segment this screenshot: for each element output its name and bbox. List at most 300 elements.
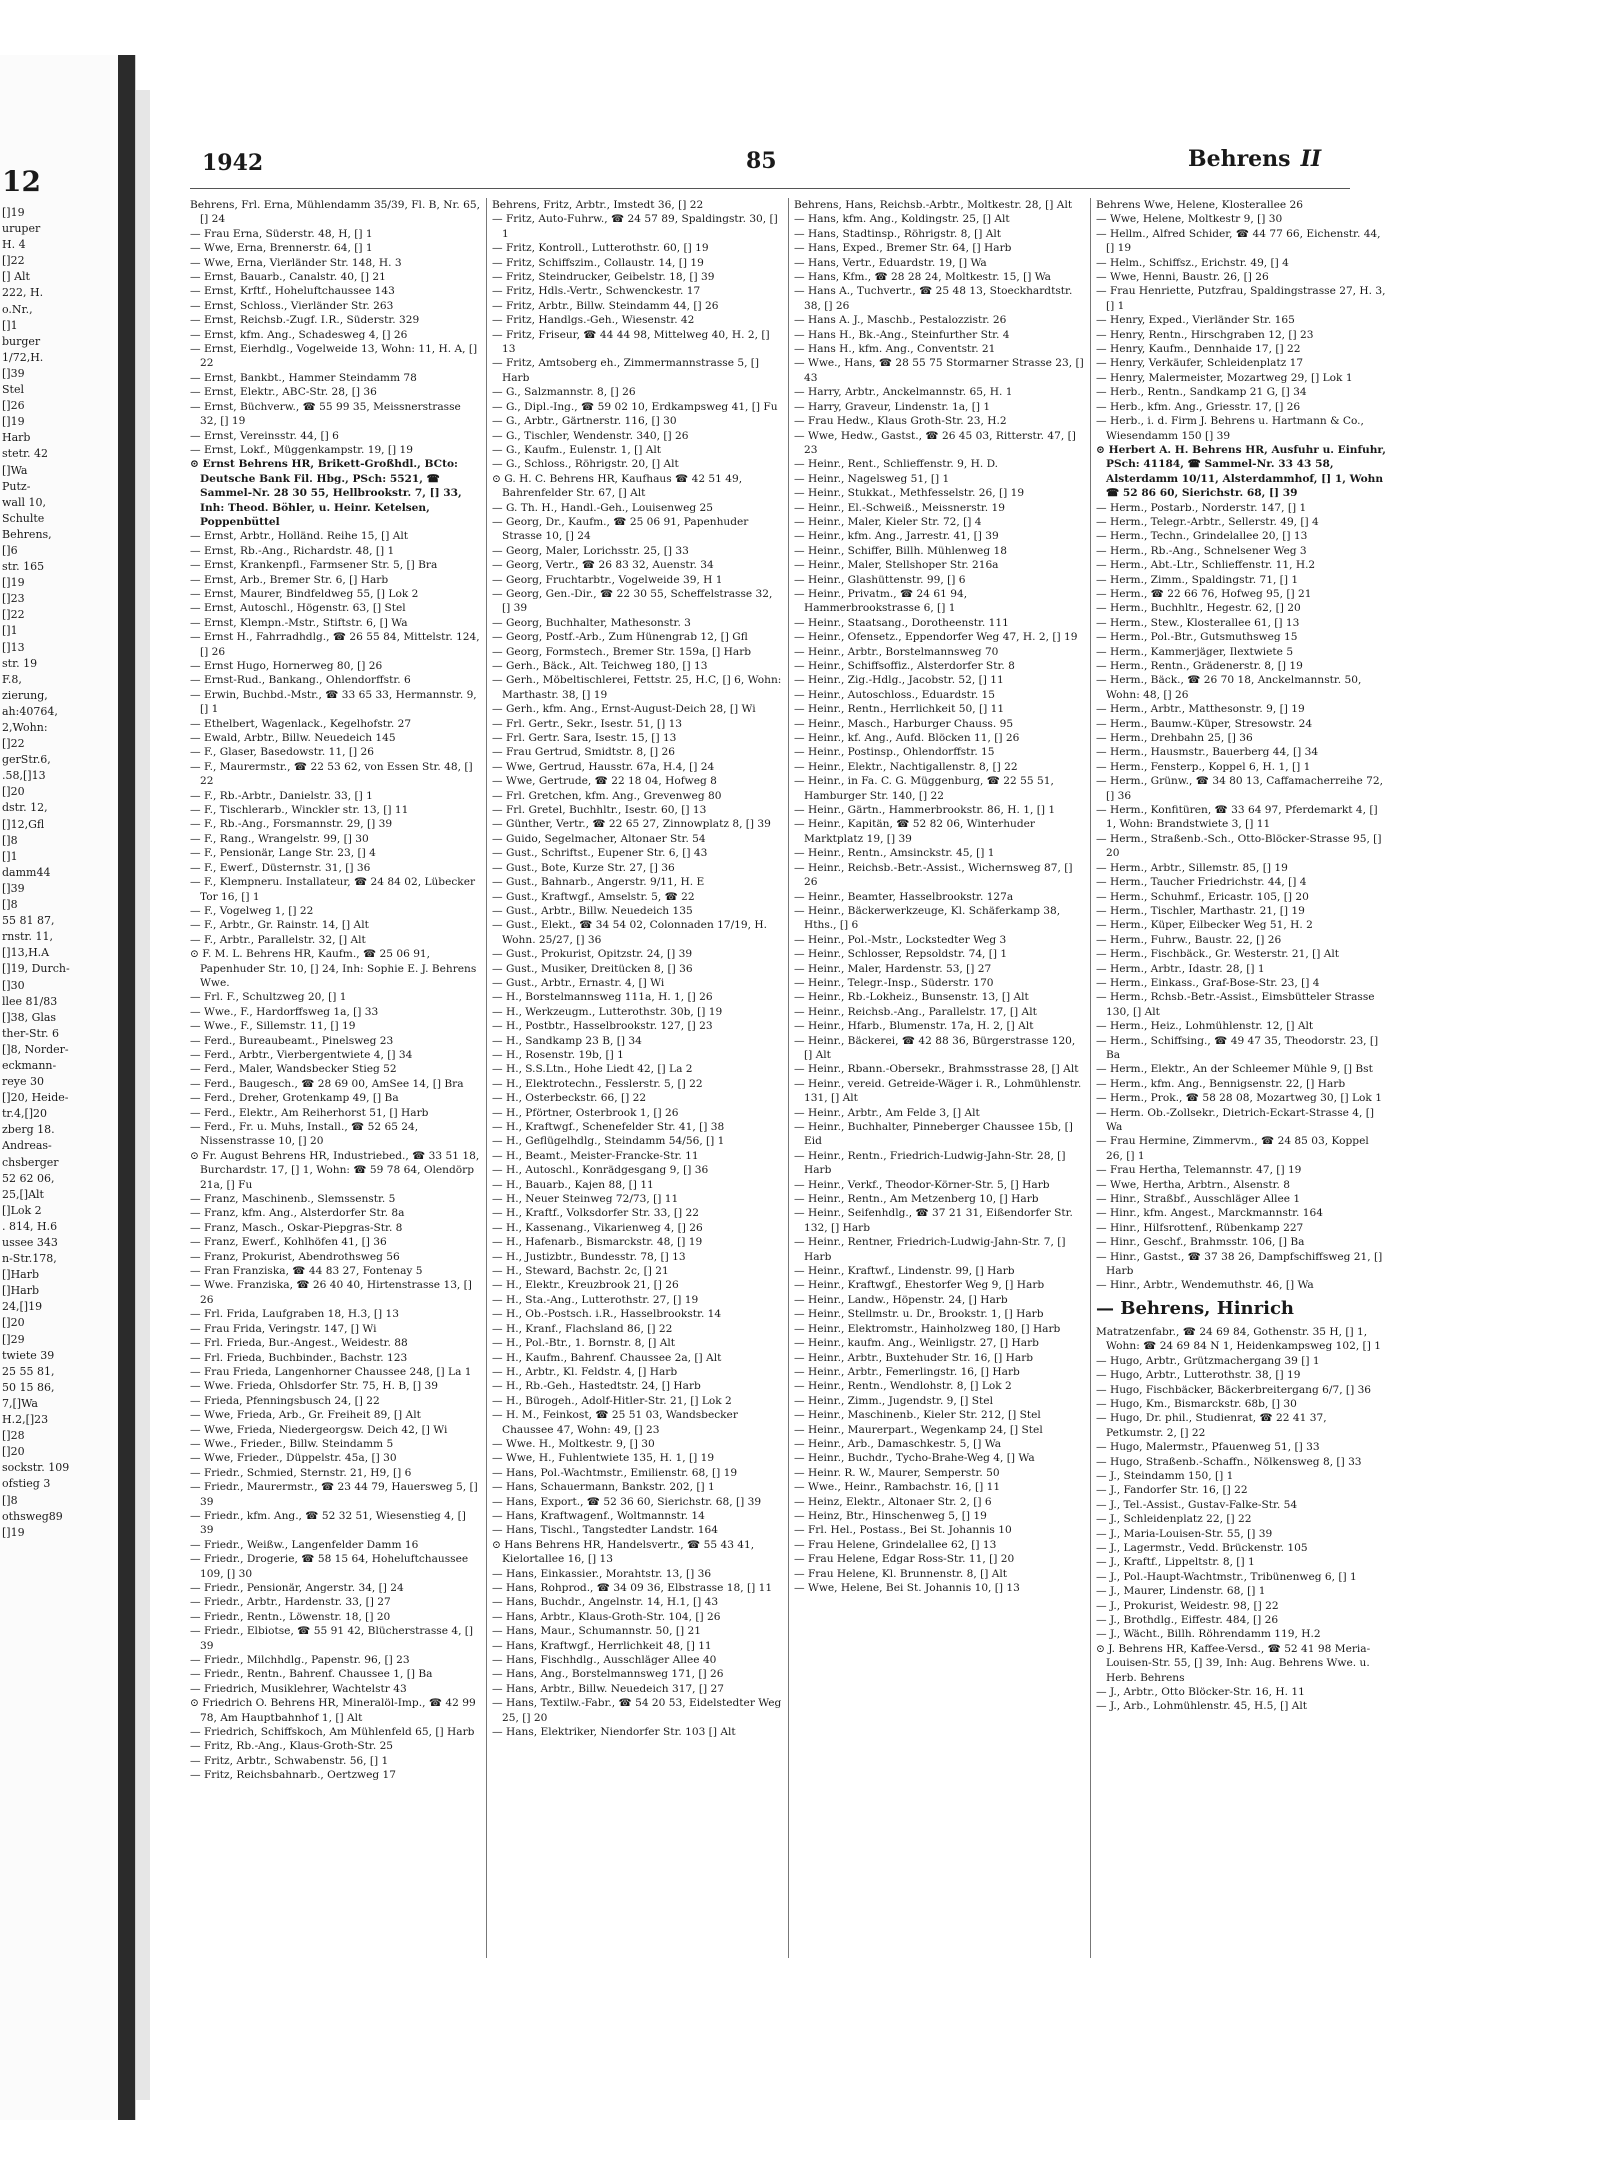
directory-entry: — Herm., Fensterp., Koppel 6, H. 1, [] 1 [1096, 760, 1311, 773]
directory-entry: — F., Vogelweg 1, [] 22 [190, 904, 314, 917]
directory-entry: — Heinr., Kraftwgf., Ehestorfer Weg 9, [] Harb [794, 1279, 1045, 1292]
directory-entry: — Ernst, Krftf., Hoheluftchaussee 143 [190, 285, 395, 298]
directory-entry: — Herm., Baumw.-Küper, Stresowstr. 24 [1096, 717, 1313, 730]
directory-entry: — J., Lagermstr., Vedd. Brückenstr. 105 [1096, 1541, 1308, 1554]
directory-entry: — Heinr., Masch., Harburger Chauss. 95 [794, 717, 1014, 730]
directory-entry: — Heinr., Seifenhdlg., ☎ 37 21 31, Eißendorfer Str. 132, [] Harb [794, 1207, 1073, 1234]
directory-entry: — Heinr., Maler, Kieler Str. 72, [] 4 [794, 515, 982, 528]
directory-entry: — Hans, Tischl., Tangstedter Landstr. 164 [492, 1524, 719, 1537]
directory-entry: — Frl. Gertr., Sekr., Isestr. 51, [] 13 [492, 717, 683, 730]
directory-entry: — Heinr., Rent., Schlieffenstr. 9, H. D. [794, 458, 999, 471]
directory-entry: — Heinr., El.-Schweiß., Meissnerstr. 19 [794, 501, 1006, 514]
running-head-volume: II [1300, 146, 1322, 172]
directory-entry: — Heinr., Autoschloss., Eduardstr. 15 [794, 688, 996, 701]
previous-page-line: 25,[]Alt [2, 1187, 44, 1201]
previous-page-line: chsberger [2, 1155, 59, 1169]
previous-page-line: 24,[]19 [2, 1300, 43, 1314]
directory-entry: — Ferd., Dreher, Grotenkamp 49, [] Ba [190, 1092, 399, 1105]
previous-page-line: []6 [2, 543, 18, 557]
directory-entry: — H., Kassenang., Vikarienweg 4, [] 26 [492, 1221, 703, 1234]
previous-page-line: []Harb [2, 1284, 40, 1298]
previous-page-line: . 814, H.6 [2, 1219, 58, 1233]
column-divider [486, 198, 487, 1958]
directory-entry: — Hans, kfm. Ang., Koldingstr. 25, [] Alt [794, 213, 1010, 226]
directory-entry: — Guido, Segelmacher, Altonaer Str. 54 [492, 832, 706, 845]
directory-entry: — H., Kraftwgf., Schenefelder Str. 41, [] 38 [492, 1121, 725, 1133]
directory-entry: — Hinr., Hilfsrottenf., Rübenkamp 227 [1096, 1221, 1304, 1234]
directory-column-2 [492, 198, 782, 1958]
directory-entry: — Hans, Arbtr., Klaus-Groth-Str. 104, [] 26 [492, 1610, 721, 1623]
previous-page-line: eckmann- [2, 1058, 57, 1072]
directory-entry: — Gust., Musiker, Dreitücken 8, [] 36 [492, 962, 693, 975]
directory-entry: — Frau Henriette, Putzfrau, Spaldingstrasse 27, H. 3, [] 1 [1096, 285, 1386, 312]
directory-entry: — Friedr., Rentn., Löwenstr. 18, [] 20 [190, 1610, 391, 1623]
directory-entry: — H., Rb.-Geh., Hastedtstr. 24, [] Harb [492, 1380, 701, 1393]
directory-entry: — Heinr., Rb.-Lokheiz., Bunsenstr. 13, [] Alt [794, 991, 1029, 1004]
directory-entry: — Henry, Exped., Vierländer Str. 165 [1096, 314, 1295, 327]
directory-entry: — Ethelbert, Wagenlack., Kegelhofstr. 27 [190, 717, 412, 730]
directory-entry: — H., Ob.-Postsch. i.R., Hasselbrookstr. 14 [492, 1308, 722, 1321]
directory-entry: — Frau Helene, Edgar Ross-Str. 11, [] 20 [794, 1553, 1015, 1566]
previous-page-line: []39 [2, 881, 25, 895]
directory-entry: — Herm., Fischbäck., Gr. Westerstr. 21, [] Alt [1096, 948, 1340, 961]
directory-entry: — Ernst, Büchverw., ☎ 55 99 35, Meissnerstrasse 32, [] 19 [190, 400, 461, 428]
directory-entry: — F., Pensionär, Lange Str. 23, [] 4 [190, 847, 376, 860]
directory-entry: — Heinr., Rbann.-Obersekr., Brahmsstrasse 28, [] Alt [794, 1063, 1079, 1076]
previous-page-line: zberg 18. [2, 1123, 55, 1137]
directory-entry: — Heinr., Arbtr., Am Felde 3, [] Alt [794, 1106, 980, 1119]
directory-entry: Behrens Wwe, Helene, Klosterallee 26 [1096, 199, 1303, 211]
directory-entry: — Herm., Rentn., Grädenerstr. 8, [] 19 [1096, 660, 1303, 672]
directory-entry: — J., Maria-Louisen-Str. 55, [] 39 [1096, 1527, 1273, 1540]
previous-page-line: []26 [2, 399, 25, 413]
directory-entry: — Herm., Arbtr., Idastr. 28, [] 1 [1096, 962, 1265, 975]
directory-entry: — Wwe., Hans, ☎ 28 55 75 Stormarner Strasse 23, [] 43 [794, 357, 1084, 384]
previous-page-line: []29 [2, 1332, 25, 1346]
directory-entry: — Hans, Exped., Bremer Str. 64, [] Harb [794, 242, 1012, 255]
directory-entry: — F., Rb.-Ang., Forsmannstr. 29, [] 39 [190, 818, 393, 831]
previous-page-line: 2,Wohn: [2, 721, 48, 734]
directory-entry: — Ernst, Elektr., ABC-Str. 28, [] 36 [190, 386, 377, 399]
directory-entry: — Hans, Elektriker, Niendorfer Str. 103 [] Alt [492, 1726, 736, 1739]
directory-entry: — Fritz, Hdls.-Vertr., Schwenckestr. 17 [492, 285, 701, 298]
directory-entry: — Ferd., Elektr., Am Reiherhorst 51, [] Harb [190, 1106, 429, 1119]
directory-entry: — Ernst, Maurer, Bindfeldweg 55, [] Lok 2 [190, 587, 419, 600]
directory-entry: — Wwe, Hertha, Arbtrn., Alsenstr. 8 [1096, 1178, 1291, 1191]
directory-entry: — Heinr., Zimm., Jugendstr. 9, [] Stel [794, 1394, 993, 1407]
directory-entry: ⊙ Herbert A. H. Behrens HR, Ausfuhr u. Einfuhr, PSch: 41184, ☎ Sammel-Nr. 33 43 58, Alsterdamm 10/11, Alsterdammhof, [] 1, Wohn ☎ 52 86 60, Sierichstr. 68, [] 39 [1096, 443, 1386, 500]
directory-entry: — Erwin, Buchbd.-Mstr., ☎ 33 65 33, Hermannstr. 9, [] 1 [190, 688, 477, 716]
directory-entry: — Georg, Buchhalter, Mathesonstr. 3 [492, 616, 691, 629]
directory-entry: — Herm., Heiz., Lohmühlenstr. 12, [] Alt [1096, 1020, 1314, 1033]
directory-entry: — Wwe., Frieder., Billw. Steindamm 5 [190, 1437, 394, 1450]
directory-entry: — Fritz, Amtsoberg eh., Zimmermannstrasse 5, [] Harb [492, 357, 760, 384]
directory-entry: — Ernst, Vereinsstr. 44, [] 6 [190, 429, 339, 442]
previous-page-line: str. 19 [2, 656, 38, 670]
directory-entry: — Herm., Rchsb.-Betr.-Assist., Eimsbütteler Strasse 130, [] Alt [1096, 991, 1375, 1018]
previous-page-line: []8 [2, 898, 18, 912]
directory-entry: — Frl. Gretchen, kfm. Ang., Grevenweg 80 [492, 789, 722, 802]
directory-entry: — Wwe, Helene, Moltkestr 9, [] 30 [1096, 213, 1283, 226]
directory-entry: — Ernst H., Fahrradhdlg., ☎ 26 55 84, Mittelstr. 124, [] 26 [190, 631, 480, 658]
directory-entry: — Fritz, Friseur, ☎ 44 44 98, Mittelweg 40, H. 2, [] 13 [492, 328, 770, 356]
directory-entry: — J., Arb., Lohmühlenstr. 45, H.5, [] Alt [1096, 1700, 1308, 1713]
directory-entry: — J., Tel.-Assist., Gustav-Falke-Str. 54 [1096, 1498, 1298, 1511]
directory-entry: — Frau Hertha, Telemannstr. 47, [] 19 [1096, 1164, 1302, 1177]
directory-entry: — Gust., Arbtr., Billw. Neuedeich 135 [492, 904, 693, 917]
directory-entry: — Herm., Abt.-Ltr., Schlieffenstr. 11, H.2 [1096, 559, 1316, 572]
directory-entry: — Heinr., Stukkat., Methfesselstr. 26, [] 19 [794, 487, 1025, 500]
previous-page-line: []Lok 2 [2, 1203, 42, 1217]
directory-entry: — Georg, Vertr., ☎ 26 83 32, Auenstr. 34 [492, 559, 714, 572]
directory-entry: — H., Kranf., Flachsland 86, [] 22 [492, 1322, 673, 1335]
directory-entry: — Wwe., Heinr., Rambachstr. 16, [] 11 [794, 1481, 1001, 1494]
directory-entry: — Frieda, Pfenningsbusch 24, [] 22 [190, 1394, 380, 1407]
directory-entry: — Hans, Schauermann, Bankstr. 202, [] 1 [492, 1481, 715, 1494]
directory-entry: — J., Maurer, Lindenstr. 68, [] 1 [1096, 1585, 1266, 1598]
previous-page-line: []22 [2, 737, 25, 751]
directory-entry: — Heinr., Reichsb.-Betr.-Assist., Wichernsweg 87, [] 26 [794, 861, 1073, 889]
directory-entry: — Wwe, Frieder., Düppelstr. 45a, [] 30 [190, 1452, 397, 1465]
directory-entry: — Heinr., Verkf., Theodor-Körner-Str. 5, [] Harb [794, 1178, 1050, 1191]
directory-entry: — Georg, Fruchtarbtr., Vogelweide 39, H 1 [492, 573, 723, 586]
directory-entry: — Hugo, Straßenb.-Schaffn., Nölkensweg 8, [] 33 [1096, 1455, 1362, 1468]
directory-entry: — Herm., Zimm., Spaldingstr. 71, [] 1 [1096, 573, 1299, 586]
directory-entry: — Heinr., Arbtr., Borstelmannsweg 70 [794, 645, 999, 658]
previous-page-line: Putz- [2, 479, 31, 493]
directory-entry: — Heinr., Schiffer, Billh. Mühlenweg 18 [794, 544, 1007, 557]
directory-entry: — Heinr., Schlosser, Repsoldstr. 74, [] 1 [794, 948, 1008, 961]
directory-entry: — Frl. Gretel, Buchhltr., Isestr. 60, [] 13 [492, 804, 707, 817]
directory-entry: — Wwe, Erna, Brennerstr. 64, [] 1 [190, 242, 373, 255]
previous-page-line: []20 [2, 785, 25, 799]
directory-entry: — Heinr., Stellmstr. u. Dr., Brookstr. 1, [] Harb [794, 1308, 1044, 1321]
directory-entry: — Heinr., Rentn., Wendlohstr. 8, [] Lok 2 [794, 1380, 1012, 1393]
directory-entry: — Hans, Kraftwgf., Herrlichkeit 48, [] 11 [492, 1639, 712, 1652]
previous-page-fragment [0, 55, 136, 2120]
directory-entry: — Helm., Schiffsz., Erichstr. 49, [] 4 [1096, 256, 1289, 269]
previous-page-line: []22 [2, 608, 25, 622]
directory-entry: — Heinr., Pol.-Mstr., Lockstedter Weg 3 [794, 933, 1007, 946]
directory-entry: — Wwe., F., Sillemstr. 11, [] 19 [190, 1020, 356, 1033]
directory-entry: — H., Rosenstr. 19b, [] 1 [492, 1048, 624, 1061]
directory-entry: — J., Brothdlg., Eiffestr. 484, [] 26 [1096, 1614, 1279, 1626]
directory-entry: — Hans H., kfm. Ang., Conventstr. 21 [794, 343, 996, 356]
previous-page-line: Stel [2, 383, 24, 397]
previous-page-line: []20 [2, 1316, 25, 1330]
directory-entry: — Hans, Einkassier., Morahtstr. 13, [] 36 [492, 1567, 712, 1580]
directory-entry: — Ernst, Krankenpfl., Farmsener Str. 5, [] Bra [190, 559, 438, 572]
directory-entry: — H., Postbtr., Hasselbrookstr. 127, [] 23 [492, 1020, 713, 1033]
directory-entry: — Heinr., Nagelsweg 51, [] 1 [794, 472, 950, 485]
directory-entry: — G., Salzmannstr. 8, [] 26 [492, 386, 636, 399]
directory-entry: — Frau Helene, Grindelallee 62, [] 13 [794, 1538, 997, 1551]
directory-entry: — Frau Gertrud, Smidtstr. 8, [] 26 [492, 746, 675, 759]
directory-entry: — Wwe, Hedw., Gastst., ☎ 26 45 03, Ritterstr. 47, [] 23 [794, 429, 1076, 456]
directory-entry: — Heinr., Kraftwf., Lindenstr. 99, [] Harb [794, 1265, 1015, 1278]
directory-entry: — G., Schloss., Röhrigstr. 20, [] Alt [492, 458, 679, 471]
previous-page-line: 52 62 06, [2, 1171, 55, 1185]
directory-entry: — Georg, Maler, Lorichsstr. 25, [] 33 [492, 544, 689, 557]
previous-page-line: wall 10, [2, 495, 46, 509]
directory-entry: — F., Arbtr., Parallelstr. 32, [] Alt [190, 933, 366, 946]
previous-page-line: o.Nr., [2, 302, 33, 316]
directory-entry: — Hugo, Arbtr., Grützmachergang 39 [] 1 [1096, 1354, 1320, 1367]
directory-entry: Behrens, Frl. Erna, Mühlendamm 35/39, Fl. B, Nr. 65, [] 24 [190, 199, 480, 226]
directory-entry: — Herm., Kammerjäger, Ilextwiete 5 [1096, 645, 1294, 658]
directory-entry: — Herm., Fuhrw., Baustr. 22, [] 26 [1096, 933, 1282, 946]
directory-column-1 [190, 198, 480, 1958]
directory-entry: — Heinr., Rentn., Friedrich-Ludwig-Jahn-Str. 28, [] Harb [794, 1149, 1066, 1177]
directory-entry: — Heinz, Elektr., Altonaer Str. 2, [] 6 [794, 1495, 992, 1508]
previous-page-line: []30 [2, 978, 25, 992]
previous-page-line: rnstr. 11, [2, 930, 53, 944]
directory-entry: — H., Kaufm., Bahrenf. Chaussee 2a, [] Alt [492, 1351, 722, 1364]
directory-entry: — Herm., kfm. Ang., Bennigsenstr. 22, [] Harb [1096, 1077, 1346, 1090]
directory-entry: — Heinr., Arbtr., Femerlingstr. 16, [] Harb [794, 1365, 1020, 1378]
directory-entry: ⊙ Fr. August Behrens HR, Industriebed., ☎ 33 51 18, Burchardstr. 17, [] 1, Wohn: ☎ 59 78 64, Olendörp 21a, [] Fu [190, 1149, 480, 1191]
directory-entry: — Heinr., Rentn., Amsinckstr. 45, [] 1 [794, 847, 995, 860]
directory-entry: — Herm., Konfitüren, ☎ 33 64 97, Pferdemarkt 4, [] 1, Wohn: Brandstwiete 3, [] 11 [1096, 804, 1378, 831]
directory-entry: — Hans, Kfm., ☎ 28 28 24, Moltkestr. 15, [] Wa [794, 271, 1051, 284]
directory-entry: — Hans H., Bk.-Ang., Steinfurther Str. 4 [794, 328, 1010, 341]
directory-entry: — Heinr., Elektromstr., Hainholzweg 180, [] Harb [794, 1322, 1061, 1335]
directory-entry: — H., Pol.-Btr., 1. Bornstr. 8, [] Alt [492, 1337, 676, 1350]
directory-entry: — Heinr., Hfarb., Blumenstr. 17a, H. 2, [] Alt [794, 1020, 1034, 1033]
directory-entry: ⊙ G. H. C. Behrens HR, Kaufhaus ☎ 42 51 49, Bahrenfelder Str. 67, [] Alt [492, 472, 743, 500]
directory-entry: — Heinr., Bäckerei, ☎ 42 88 36, Bürgerstrasse 120, [] Alt [794, 1034, 1076, 1061]
directory-entry: — H., Hafenarb., Bismarckstr. 48, [] 19 [492, 1236, 703, 1249]
directory-entry: — Frau Frida, Veringstr. 147, [] Wi [190, 1322, 377, 1335]
directory-entry: — Hans, Vertr., Eduardstr. 19, [] Wa [794, 256, 987, 269]
directory-entry: — Herm., Einkass., Graf-Bose-Str. 23, [] 4 [1096, 976, 1320, 989]
previous-page-line: []1 [2, 849, 18, 863]
directory-entry: — F., Arbtr., Gr. Rainstr. 14, [] Alt [190, 919, 369, 932]
directory-entry: — Heinr., Elektr., Nachtigallenstr. 8, [] 22 [794, 760, 1018, 773]
directory-entry: — Wwe, H., Fuhlentwiete 135, H. 1, [] 19 [492, 1452, 715, 1465]
directory-entry: — Friedr., Pensionär, Angerstr. 34, [] 24 [190, 1582, 404, 1594]
directory-entry: — Georg, Gen.-Dir., ☎ 22 30 55, Scheffelstrasse 32, [] 39 [492, 587, 773, 615]
page-running-head [1188, 146, 1321, 172]
directory-entry: — Herm., Pol.-Btr., Gutsmuthsweg 15 [1096, 631, 1298, 644]
directory-entry: — Wwe, Frieda, Niedergeorgsw. Deich 42, [] Wi [190, 1423, 448, 1436]
directory-entry: — F., Rb.-Arbtr., Danielstr. 33, [] 1 [190, 789, 373, 802]
directory-entry: — Fritz, Steindrucker, Geibelstr. 18, [] 39 [492, 271, 715, 284]
directory-entry: — Heinr., Buchhalter, Pinneberger Chaussee 15b, [] Eid [794, 1121, 1073, 1148]
directory-entry: — Heinr., Reichsb.-Ang., Parallelstr. 17, [] Alt [794, 1005, 1037, 1018]
directory-entry: — Hans, Fischhdlg., Ausschläger Allee 40 [492, 1654, 717, 1667]
column-divider [1090, 198, 1091, 1958]
previous-page-line: Andreas- [2, 1139, 52, 1153]
directory-entry: — F., Rang., Wrangelstr. 99, [] 30 [190, 832, 369, 845]
header-rule [190, 188, 1350, 189]
directory-entry: — Heinr., vereid. Getreide-Wäger i. R., Lohmühlenstr. 131, [] Alt [794, 1077, 1082, 1105]
directory-entry: — Hugo, Fischbäcker, Bäckerbreitergang 6/7, [] 36 [1096, 1383, 1372, 1396]
directory-entry: ⊙ Friedrich O. Behrens HR, Mineralöl-Imp., ☎ 42 99 78, Am Hauptbahnhof 1, [] Alt [190, 1697, 476, 1724]
directory-entry: — Gust., Arbtr., Ernastr. 4, [] Wi [492, 976, 665, 989]
directory-entry: — Fritz, Arbtr., Billw. Steindamm 44, [] 26 [492, 299, 719, 312]
directory-entry: — Gust., Kraftwgf., Amselstr. 5, ☎ 22 [492, 890, 695, 903]
directory-entry: — H., Bauarb., Kajen 88, [] 11 [492, 1178, 654, 1191]
directory-entry: — Ferd., Fr. u. Muhs, Install., ☎ 52 65 24, Nissenstrasse 10, [] 20 [190, 1121, 419, 1148]
directory-entry: — Fritz, Arbtr., Schwabenstr. 56, [] 1 [190, 1754, 389, 1767]
previous-page-line: Schulte [2, 511, 45, 525]
directory-entry: — Hinr., Geschf., Brahmsstr. 106, [] Ba [1096, 1236, 1305, 1249]
directory-entry: — Hinr., Arbtr., Wendemuthstr. 46, [] Wa [1096, 1279, 1314, 1292]
previous-page-line: 25 55 81, [2, 1364, 55, 1378]
directory-entry: — Ernst, Reichsb.-Zugf. I.R., Süderstr. 329 [190, 314, 420, 327]
directory-entry: — Hans, Maur., Schumannstr. 50, [] 21 [492, 1625, 701, 1638]
directory-entry: — Behrens, Hinrich [1096, 1297, 1295, 1319]
directory-entry: — Wwe, Gertrud, Hausstr. 67a, H.4, [] 24 [492, 760, 715, 773]
directory-entry: — Heinr., Rentner, Friedrich-Ludwig-Jahn-Str. 7, [] Harb [794, 1236, 1066, 1263]
directory-entry: — H., Elektrotechn., Fesslerstr. 5, [] 22 [492, 1077, 703, 1090]
previous-page-line: []13,H.A [2, 946, 50, 960]
directory-entry: — F., Tischlerarb., Winckler str. 13, [] 11 [190, 804, 409, 817]
directory-entry: — Heinr., Beamter, Hasselbrookstr. 127a [794, 890, 1014, 903]
directory-entry: — Ernst, Lokf., Müggenkampstr. 19, [] 19 [190, 443, 414, 456]
directory-entry: — Herm., ☎ 22 66 76, Hofweg 95, [] 21 [1096, 587, 1312, 600]
previous-page-line: str. 165 [2, 560, 45, 574]
directory-entry: — Fritz, Handlgs.-Geh., Wiesenstr. 42 [492, 314, 695, 327]
directory-entry: — Friedr., Maurermstr., ☎ 23 44 79, Hauersweg 5, [] 39 [190, 1481, 478, 1508]
previous-page-line: []20, Heide- [2, 1091, 69, 1105]
directory-entry: — H. M., Feinkost, ☎ 25 51 03, Wandsbecker Chaussee 47, Wohn: 49, [] 23 [492, 1409, 738, 1436]
previous-page-line: []38, Glas [2, 1010, 57, 1024]
directory-page [150, 100, 1386, 2080]
directory-entry: — Hans A. J., Maschb., Pestalozzistr. 26 [794, 314, 1007, 327]
directory-entry: — Franz, Masch., Oskar-Piepgras-Str. 8 [190, 1221, 403, 1234]
directory-entry: — Frl. Frieda, Bur.-Angest., Weidestr. 88 [190, 1337, 408, 1350]
previous-page-line: uruper [2, 222, 41, 236]
directory-entry: — Wwe, Gertrude, ☎ 22 18 04, Hofweg 8 [492, 775, 717, 788]
directory-entry: — Henry, Kaufm., Dennhaide 17, [] 22 [1096, 343, 1301, 356]
directory-entry: — Franz, kfm. Ang., Alsterdorfer Str. 8a [190, 1207, 405, 1220]
directory-entry: — Herm., Rb.-Ang., Schnelsener Weg 3 [1096, 544, 1307, 557]
directory-entry: — Heinr., Maler, Stellshoper Str. 216a [794, 559, 999, 572]
previous-page-line: gerStr.6, [2, 753, 51, 767]
directory-entry: — Ernst, Arbtr., Holländ. Reihe 15, [] Alt [190, 530, 409, 543]
previous-page-line: Behrens, [2, 527, 52, 541]
directory-entry: — Ernst, Rb.-Ang., Richardstr. 48, [] 1 [190, 544, 395, 557]
directory-entry: Behrens, Fritz, Arbtr., Imstedt 36, [] 22 [492, 199, 704, 211]
previous-page-line: zierung, [2, 688, 48, 702]
directory-entry: — J., Prokurist, Weidestr. 98, [] 22 [1096, 1599, 1279, 1612]
previous-page-line: []28 [2, 1429, 25, 1443]
directory-entry: — Gust., Bahnarb., Angerstr. 9/11, H. E [492, 876, 705, 889]
directory-entry: — J., Pol.-Haupt-Wachtmstr., Tribünenweg 6, [] 1 [1096, 1570, 1357, 1583]
directory-entry: — Gerh., Bäck., Alt. Teichweg 180, [] 13 [492, 660, 708, 672]
directory-entry: — F., Ewerf., Düsternstr. 31, [] 36 [190, 861, 371, 874]
previous-page-line: ther-Str. 6 [2, 1026, 59, 1040]
directory-entry: — Herm., Grünw., ☎ 34 80 13, Caffamacherreihe 72, [] 36 [1096, 775, 1383, 802]
directory-entry: — Frl. Hel., Postass., Bei St. Johannis 10 [794, 1524, 1012, 1537]
directory-entry: — Hans, Pol.-Wachtmstr., Emilienstr. 68, [] 19 [492, 1466, 738, 1479]
directory-entry: — J., Steindamm 150, [] 1 [1096, 1469, 1234, 1482]
directory-entry: — Fritz, Auto-Fuhrw., ☎ 24 57 89, Spaldingstr. 30, [] 1 [492, 213, 778, 240]
previous-page-line: llee 81/83 [2, 994, 58, 1008]
directory-entry: — F., Klempneru. Installateur, ☎ 24 84 02, Lübecker Tor 16, [] 1 [190, 876, 476, 903]
directory-entry: — Heinr., Maschinenb., Kieler Str. 212, [] Stel [794, 1409, 1041, 1422]
directory-entry: — Gust., Prokurist, Opitzstr. 24, [] 39 [492, 948, 693, 961]
directory-entry: — Ferd., Baugesch., ☎ 28 69 00, AmSee 14, [] Bra [190, 1077, 464, 1090]
directory-entry: — Heinr., Telegr.-Insp., Süderstr. 170 [794, 976, 994, 989]
directory-entry: — J., Wächt., Billh. Röhrendamm 119, H.2 [1096, 1628, 1321, 1641]
directory-entry: — Heinr., kaufm. Ang., Weinligstr. 27, [] Harb [794, 1337, 1039, 1350]
directory-entry: — Wwe. Franziska, ☎ 26 40 40, Hirtenstrasse 13, [] 26 [190, 1279, 472, 1306]
directory-entry: ⊙ Ernst Behrens HR, Brikett-Großhdl., BCto: Deutsche Bank Fil. Hbg., PSch: 5521, ☎ Sammel-Nr. 28 30 55, Hellbrookstr. 7, [] 33, Inh: Theod. Böhler, u. Heinr. Ketelsen, Poppenbüttel [190, 458, 462, 528]
directory-entry: — Friedr., Weißw., Langenfelder Damm 16 [190, 1538, 419, 1551]
directory-entry: — Friedr., kfm. Ang., ☎ 52 32 51, Wiesenstieg 4, [] 39 [190, 1509, 466, 1537]
directory-entry: — Hinr., Straßbf., Ausschläger Allee 1 [1096, 1193, 1301, 1206]
directory-column-4 [1096, 198, 1386, 1958]
directory-entry: — J., Arbtr., Otto Blöcker-Str. 16, H. 11 [1096, 1686, 1305, 1699]
directory-entry: — Heinr., Buchdr., Tycho-Brahe-Weg 4, [] Wa [794, 1452, 1035, 1465]
directory-entry: — Günther, Vertr., ☎ 22 65 27, Zinnowplatz 8, [] 39 [492, 818, 771, 831]
directory-entry: — Gust., Elekt., ☎ 34 54 02, Colonnaden 17/19, H. Wohn. 25/27, [] 36 [492, 919, 768, 946]
directory-entry: — G., Kaufm., Eulenstr. 1, [] Alt [492, 443, 662, 456]
directory-entry: — H., Pförtner, Osterbrook 1, [] 26 [492, 1106, 679, 1119]
directory-entry: — Frl. Frieda, Buchbinder., Bachstr. 123 [190, 1351, 408, 1364]
previous-page-line: []8 [2, 1493, 18, 1507]
directory-entry: — Hans, Arbtr., Billw. Neuedeich 317, [] 27 [492, 1682, 725, 1695]
directory-entry: — Herm., Schiffsing., ☎ 49 47 35, Theodorstr. 23, [] Ba [1096, 1034, 1379, 1061]
directory-entry: — J., Schleidenplatz 22, [] 22 [1096, 1513, 1252, 1526]
directory-entry: — J., Fandorfer Str. 16, [] 22 [1096, 1484, 1248, 1497]
previous-page-line: ussee 343 [2, 1236, 58, 1249]
directory-entry: — H., Justizbtr., Bundesstr. 78, [] 13 [492, 1250, 686, 1263]
book-binding-shadow [118, 55, 136, 2120]
directory-entry: — Gerh., Möbeltischlerei, Fettstr. 25, H.C, [] 6, Wohn: Marthastr. 38, [] 19 [492, 674, 782, 701]
previous-page-line: []22 [2, 254, 25, 268]
directory-entry: — Frl. Gertr. Sara, Isestr. 15, [] 13 [492, 732, 677, 745]
previous-page-text [2, 205, 114, 1541]
directory-entry: — Friedrich, Musiklehrer, Wachtelstr 43 [190, 1682, 407, 1695]
directory-entry: — Heinr., Gärtn., Hammerbrookstr. 86, H. 1, [] 1 [794, 804, 1056, 817]
previous-page-line: []20 [2, 1445, 25, 1459]
directory-entry: — Franz, Ewerf., Kohlhöfen 41, [] 36 [190, 1236, 387, 1249]
directory-entry: — Franz, Maschinenb., Slemssenstr. 5 [190, 1193, 396, 1206]
directory-entry: Behrens, Hans, Reichsb.-Arbtr., Moltkestr. 28, [] Alt [794, 199, 1073, 211]
directory-entry: — Gust., Bote, Kurze Str. 27, [] 36 [492, 861, 675, 874]
directory-entry: — Hellm., Alfred Schider, ☎ 44 77 66, Eichenstr. 44, [] 19 [1096, 227, 1381, 255]
directory-entry: — Hans, Stadtinsp., Röhrigstr. 8, [] Alt [794, 227, 1002, 240]
directory-entry: ⊙ F. M. L. Behrens HR, Kaufm., ☎ 25 06 91, Papenhuder Str. 10, [] 24, Inh: Sophie E. J. Behrens Wwe. [190, 948, 477, 989]
directory-entry: — Fran Franziska, ☎ 44 83 27, Fontenay 5 [190, 1265, 423, 1278]
previous-page-line: Harb [2, 431, 31, 445]
directory-entry: — Wwe. Frieda, Ohlsdorfer Str. 75, H. B, [] 39 [190, 1380, 438, 1393]
directory-entry: — Hans, Textilw.-Fabr., ☎ 54 20 53, Eidelstedter Weg 25, [] 20 [492, 1697, 782, 1724]
previous-page-line: H.2,[]23 [2, 1413, 49, 1427]
directory-entry: — H., Autoschl., Konrädgesgang 9, [] 36 [492, 1164, 709, 1177]
previous-page-line: stetr. 42 [2, 447, 49, 461]
directory-entry: — Gerh., kfm. Ang., Ernst-August-Deich 28, [] Wi [492, 703, 756, 716]
directory-entry: — Frau Frieda, Langenhorner Chaussee 248, [] La 1 [190, 1365, 472, 1378]
directory-entry: — Herm., Stew., Klosterallee 61, [] 13 [1096, 616, 1300, 629]
directory-entry: — Heinr., Glashüttenstr. 99, [] 6 [794, 573, 966, 586]
directory-entry: — Heinr., Arb., Damaschkestr. 5, [] Wa [794, 1437, 1002, 1450]
previous-page-line: []39 [2, 366, 25, 380]
directory-entry: — Herm., Postarb., Norderstr. 147, [] 1 [1096, 501, 1307, 514]
directory-entry: — H., Borstelmannsweg 111a, H. 1, [] 26 [492, 991, 713, 1004]
directory-entry: — Herm., Tischler, Marthastr. 21, [] 19 [1096, 904, 1305, 917]
directory-entry: — Frau Erna, Süderstr. 48, H, [] 1 [190, 227, 373, 240]
directory-entry: — Heinr., Staatsang., Dorotheenstr. 111 [794, 616, 1009, 629]
page-year: 1942 [202, 150, 264, 176]
previous-page-line: []Harb [2, 1268, 40, 1282]
previous-page-line: []19 [2, 1525, 25, 1539]
directory-entry: — Hans A., Tuchvertr., ☎ 25 48 13, Stoeckhardtstr. 38, [] 26 [794, 285, 1073, 312]
